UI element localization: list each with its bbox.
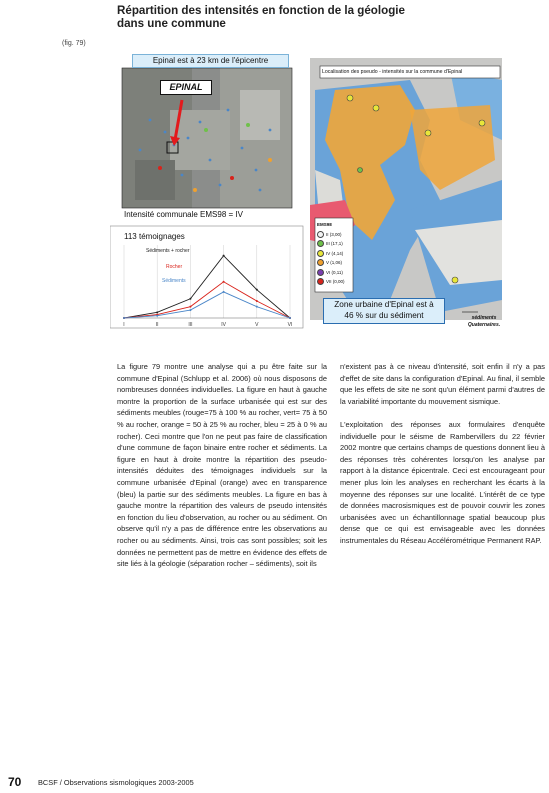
legend-swatch	[317, 259, 324, 266]
x-tick-label: I	[123, 322, 125, 328]
x-tick-label: II	[155, 322, 159, 328]
data-point	[223, 291, 225, 293]
right-map-header: Localisation des pseudo - intensités sur la commune d'Epinal	[322, 69, 463, 75]
x-tick-label: V	[255, 322, 259, 328]
data-point	[123, 317, 125, 319]
series-label-rock: Rocher	[166, 264, 183, 270]
legend-label: V (1,06)	[326, 260, 343, 265]
right-map	[308, 50, 505, 330]
urban-zone-line-1: Zone urbaine d'Epinal est à	[334, 300, 434, 309]
series-label-sediment: Sédiments	[162, 278, 186, 284]
x-tick-label: VI	[287, 322, 293, 328]
legend-label: IV (4,14)	[326, 250, 344, 256]
figure-79	[110, 50, 505, 342]
chart-panel	[110, 226, 303, 328]
title-line-2: dans une commune	[117, 17, 226, 30]
intensity-label: Intensité communale EMS98 = IV	[124, 209, 294, 221]
data-point	[189, 309, 191, 311]
legend-swatch	[317, 231, 324, 238]
legend-swatch	[317, 278, 324, 285]
legend-label: III (17,1)	[326, 241, 343, 246]
data-point	[189, 298, 191, 300]
text-column-1	[117, 361, 327, 570]
legend-label: VII (0,00)	[326, 279, 345, 284]
data-point	[223, 255, 225, 257]
data-point	[256, 289, 258, 291]
paragraph: n'existent pas à ce niveau d'intensité, soit enfin il n'y a pas d'effet de site dans la configuration d'Epinal. Au final, il semble que les effets de site ne sont qu'un élément parmi d'autres de la variabilité importante du mouvement sismique.	[340, 362, 545, 406]
sediment-line-2: Quaternaires.	[467, 322, 501, 328]
data-point	[256, 306, 258, 308]
legend-label: VI (0,11)	[326, 269, 343, 275]
x-tick-label: IV	[221, 322, 226, 328]
urban-zone-line-2: 46 % sur du sédiment	[344, 311, 424, 320]
x-tick-label: III	[188, 322, 193, 328]
paragraph: L'exploitation des réponses aux formulaires d'enquête individuelle pour le séisme de Rambervillers du 22 février 2002 montre que certains champs de questions donnent lieu à des réponses très cohérentes lorsqu'on les analyse par rapport à la distance épicentrale. Ceci est encourageant pour mener plus loin les analyses en recherchant les écarts à la moyenne des réponses sur une localité. L'intérêt de ce type de données macrosismiques est de pouvoir couvrir les zones urbanisées avec un échantillonnage spatial beaucoup plus dense que ce qui est envisageable avec les données instrumentales du Réseau Accélérométrique Permanent RAP.	[340, 419, 545, 545]
legend-item	[317, 258, 351, 268]
legend-swatch	[317, 269, 324, 276]
legend-swatch	[317, 240, 324, 247]
legend-item	[317, 277, 351, 287]
urban-zone-label	[323, 298, 445, 324]
legend-swatch	[317, 250, 324, 257]
paragraph: La figure 79 montre une analyse qui a pu être faite sur la commune d'Epinal (Schlupp et al. 2006) où nous disposons de nombreuses données individuelles. La figure en haut à gauche montre la proportion de la surface urbanisée qui est sur des sédiments meubles (rouge=75 à 100 % au rocher, vert= 75 à 50 % au rocher, orange = 50 à 25 % au rocher, bleu = 25 à 0 % au rocher). Ceci montre que l'on ne peut pas faire de classification d'une commune de façon binaire entre rocher et sédiments. La figure en haut à droite montre la répartition des pseudo-intensités déduites des témoignages individuels sur la commune urbanisée d'Epinal (orange) avec en transparence (bleu) la partie sur des sédiments meubles. La figure en bas à gauche montre la répartition des valeurs de pseudo intensités en fonction du lieu d'observation, au rocher ou au sédiment. On observe qu'il n'y a pas de différence entre les observations au rocher ou au sédiments. Ainsi, trois cas sont possibles; soit les données ne permettent pas de mettre en évidence des effets de site liés à la géologie (séparation rocher – sédiments), soit ils	[117, 362, 327, 569]
legend-item	[317, 230, 351, 240]
title-line-1: Répartition des intensités en fonction de la géologie	[117, 4, 405, 17]
legend-item	[317, 239, 351, 249]
legend-title: EMS98	[317, 222, 332, 227]
series-label-mixed: Sédiments + rocher	[146, 248, 190, 254]
data-point	[223, 281, 225, 283]
page-number: 70	[8, 775, 22, 789]
legend-item	[317, 249, 351, 259]
legend-item	[317, 268, 351, 278]
city-label: EPINAL	[160, 80, 212, 95]
legend	[317, 220, 351, 287]
figure-number: (fig. 79)	[62, 40, 86, 47]
distance-banner: Epinal est à 23 km de l'épicentre	[132, 54, 289, 68]
sediment-line-1: sédiments	[471, 315, 497, 321]
left-map	[110, 50, 303, 210]
legend-label: II (3,00)	[326, 231, 342, 237]
data-point	[189, 306, 191, 308]
data-point	[156, 311, 158, 313]
data-point	[256, 300, 258, 302]
chart-title: 113 témoignages	[124, 232, 185, 241]
sediment-label	[462, 315, 506, 329]
page-title	[117, 4, 447, 30]
text-column-2	[340, 361, 545, 547]
footer-text: BCSF / Observations sismologiques 2003-2005	[38, 778, 194, 787]
data-point	[289, 317, 291, 319]
data-point	[156, 315, 158, 317]
